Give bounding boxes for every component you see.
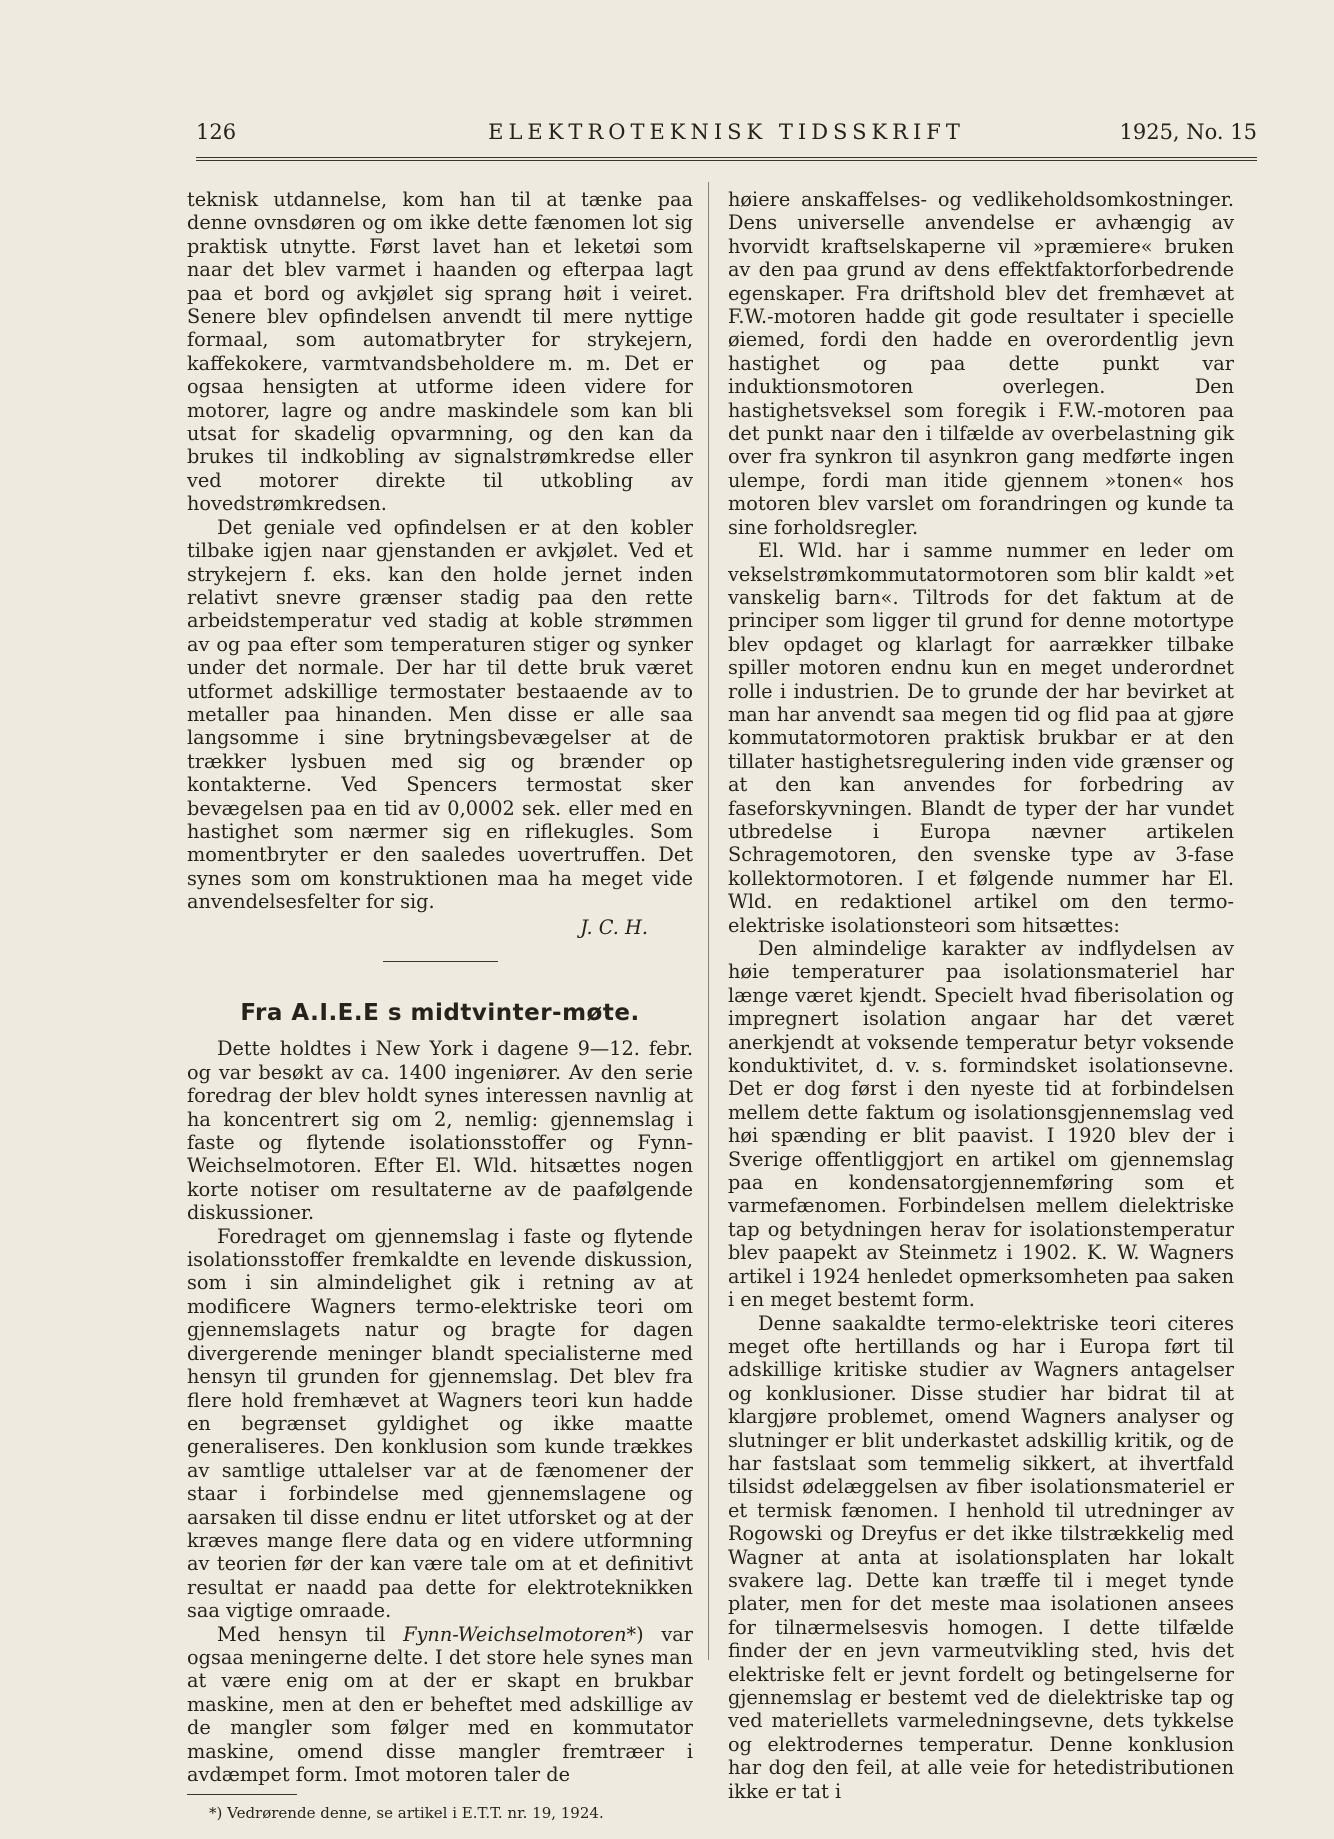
paragraph: Foredraget om gjennemslag i faste og flytende isolationsstoffer fremkaldte en levende diskussion, som i sin almindelighet gik i retning av at modificere Wagners termo-elektriske teori om gjennemslagets natur og bragte for dagen divergerende meninger blandt specialisterne med hensyn til grunden for gjennemslag. Det blev fra flere hold fremhævet at Wagners teori kun hadde en begrænset gyldighet og ikke maatte generaliseres. Den konklusion som kunde trækkes av samtlige uttalelser var at de fænomener der staar i forbindelse med gjennemslagene og aarsaken til disse endnu er litet utforsket og at der kræves mange flere data og en videre utformning av teorien før der kan være tale om at et definitivt resultat er naadd paa dette for elektroteknikken saa vigtige omraade. [187,1224,693,1623]
issue-label: 1925, No. 15 [1119,120,1257,144]
paragraph [187,1623,693,1787]
paragraph: høiere anskaffelses- og vedlikeholdsomkostninger. Dens universelle anvendelse er avhængig av hvorvidt kraftselskaperne vil »præmiere« bruken av den paa grund av dens effektfaktorforbedrende egenskaper. Fra driftshold blev det fremhævet at F.W.-motoren hadde git gode resultater i specielle øiemed, fordi den hadde en overordentlig jevn hastighet og paa dette punkt var induktionsmotoren overlegen. Den hastighetsveksel som foregik i F.W.-motoren paa det punkt naar den i tilfælde av overbelastning gik over fra synkron til asynkron gang medførte ingen ulempe, fordi man itide gjennem »tonen« hos motoren blev varslet om forandringen og kunde ta sine forholdsregler. [728,188,1234,539]
text-run: var ogsaa meningerne delte. I det store hele synes man at være enig om at der er skapt en brukbar maskine, men at den er beheftet med adskillige av de mangler som følger med en kommutator maskine, omend disse mangler fremtræer i avdæmpet form. Imot motoren taler de [187,1622,693,1786]
paragraph: Det geniale ved opfindelsen er at den kobler tilbake igjen naar gjenstanden er avkjølet. Ved et strykejern f. eks. kan den holde jernet inden relativt snevre grænser stadig paa den rette arbeidstemperatur ved stadig at koble strømmen av og paa efter som temperaturen stiger og synker under det normale. Der har til dette bruk været utformet adskillige termostater bestaaende av to metaller paa hinanden. Men disse er alle saa langsomme i sine brytningsbevægelser at de trækker lysbuen med sig og brænder op kontakterne. Ved Spencers termostat sker bevægelsen paa en tid av 0,0002 sek. eller med en hastighet som nærmer sig en riflekugles. Som momentbryter er den saaledes uovertruffen. Det synes som om konstruktionen maa ha meget vide anvendelsesfelter for sig. [187,515,693,914]
text-run: Med hensyn til [217,1622,386,1646]
journal-title: ELEKTROTEKNISK TIDSSKRIFT [488,120,965,144]
right-column [728,188,1234,1803]
paragraph: El. Wld. har i samme nummer en leder om vekselstrømkommutatormotoren som blir kaldt »et vanskelig barn«. Tiltrods for det faktum at de principer som ligger til grund for denne motortype blev opdaget og klarlagt for aarrækker tilbake spiller motoren endnu kun en meget underordnet rolle i industrien. De to grunde der har bevirket at man har anvendt saa megen tid og flid paa at gjøre kommutatormotoren praktisk brukbar er at den tillater hastighetsregulering inden vide grænser og at den kan anvendes for forbedring av faseforskyvningen. Blandt de typer der har vundet utbredelse i Europa nævner artikelen Schragemotoren, den svenske type av 3-fase kollektormotoren. I et følgende nummer har El. Wld. en redaktionel artikel om den termo-elektriske isolationsteori som hitsættes: [728,539,1234,937]
header-rule [196,157,1257,163]
running-header [196,120,1257,150]
paragraph: teknisk utdannelse, kom han til at tænke paa denne ovnsdøren og om ikke dette fænomen lot sig praktisk utnytte. Først lavet han et leketøi som naar det blev varmet i haanden og efterpaa lagt paa et bord og avkjølet sig sprang høit i veiret. Senere blev opfindelsen anvendt til mere nyttige formaal, som automatbryter for strykejern, kaffekokere, varmtvandsbeholdere m. m. Det er ogsaa hensigten at utforme ideen videre for motorer, lagre og andre maskindele som kan bli utsat for skadelig opvarmning, og den kan da brukes til indkobling av signalstrømkredse eller ved motorer direkte til utkobling av hovedstrømkredsen. [187,188,693,516]
section-divider [383,961,498,962]
paragraph: Denne saakaldte termo-elektriske teori citeres meget ofte hertillands og har i Europa ført til adskillige kritiske studier av Wagners antagelser og konklusioner. Disse studier har bidrat til at klargjøre problemet, omend Wagners analyser og slutninger er blit underkastet adskillig kritik, og de har fastslaat som temmelig sikkert, at ihvertfald tilsidst ødelæggelsen av fiber isolationsmateriel er et termisk fænomen. I henhold til utredninger av Rogowski og Dreyfus er det ikke tilstrækkelig med Wagner at anta at isolationsplaten har lokalt svakere lag. Dette kan træffe til i meget tynde plater, men for det meste maa isolationen ansees for tilnærmelsesvis homogen. I dette tilfælde finder der en jevn varmeutvikling sted, hvis det elektriske felt er jevnt fordelt og betingelserne for gjennemslag er bestemt ved de dielektriske tap og ved materiellets varmeledningsevne, dets tykkelse og elektrodernes temperatur. Denne konklusion har dog den feil, at alle veie for hetedistributionen ikke er tat i [728,1311,1234,1803]
footnote-rule [187,1794,297,1795]
left-column [187,188,693,1823]
page-number: 126 [196,120,237,144]
footnote: *) Vedrørende denne, se artikel i E.T.T. nr. 19, 1924. [209,1804,604,1823]
footnote-marker: *) [626,1622,644,1646]
author-signature: J. C. H. [580,915,648,939]
paragraph: Den almindelige karakter av indflydelsen av høie temperaturer paa isolationsmateriel har længe været kjendt. Specielt hvad fiberisolation og impregnert isolation angaar har det været anerkjendt at voksende temperatur betyr voksende konduktivitet, d. v. s. formindsket isolationsevne. Det er dog først i den nyeste tid at forbindelsen mellem dette faktum og isolationsgjennemslag ved høi spænding er blit paavist. I 1920 blev der i Sverige offentliggjort en artikel om gjennemslag paa en kondensatorgjennemføring som et varmefænomen. Forbindelsen mellem dielektriske tap og betydningen herav for isolationstemperatur blev paapekt av Steinmetz i 1902. K. W. Wagners artikel i 1924 henledet opmerksomheten paa saken i en meget bestemt form. [728,937,1234,1312]
paragraph: Dette holdtes i New York i dagene 9—12. febr. og var besøkt av ca. 1400 ingeniører. Av den serie foredrag der blev holdt synes interessen navnlig at ha koncentrert sig om 2, nemlig: gjennemslag i faste og flytende isolationsstoffer og Fynn-Weichselmotoren. Efter El. Wld. hitsættes nogen korte notiser om resultaterne av de paafølgende diskussioner. [187,1037,693,1225]
column-divider [708,182,709,1660]
motor-name-italic: Fynn-Weichselmotoren [403,1622,627,1646]
article-heading: Fra A.I.E.E s midtvinter-møte. [240,1000,640,1026]
